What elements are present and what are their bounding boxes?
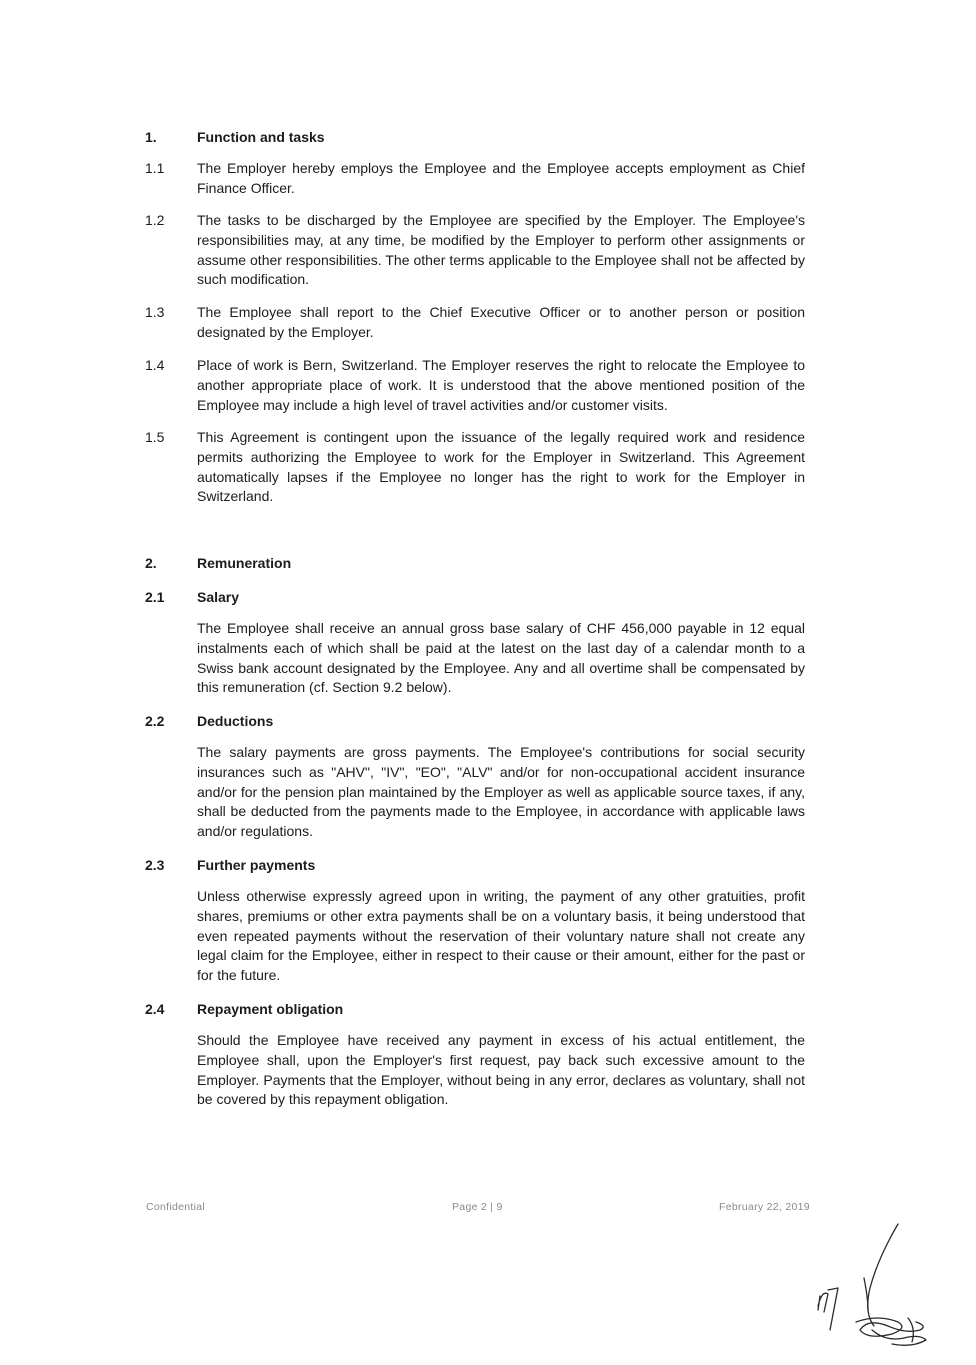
clause-number: 1.5 (145, 429, 165, 445)
footer-date: February 22, 2019 (719, 1201, 810, 1213)
clause-number: 1.1 (145, 160, 165, 176)
subsection-text: Should the Employee have received any payment in excess of his actual entitlement, the Employee shall, upon the Employer's first request, pay back such excessive amount to the Employer. Payments that the Employer, without being in any error, declares as voluntary, shall not be covered by this repayment obligation. (197, 1032, 805, 1108)
clause-text: Place of work is Bern, Switzerland. The Employer reserves the right to relocate the Employee to another appropriate place of work. It is understood that the above mentioned position of the Employee may include a high level of travel activities and/or customer visits. (197, 357, 805, 413)
section-heading (145, 553, 805, 573)
clause-number: 1.3 (145, 304, 165, 320)
subsection-title: Salary (197, 589, 240, 605)
footer-confidential: Confidential (146, 1201, 206, 1213)
subsection-title: Further payments (197, 857, 316, 873)
clause (145, 356, 805, 415)
subsection-title: Deductions (197, 713, 274, 729)
subsection-text: The salary payments are gross payments. The Employee's contributions for social security insurances such as "AHV", "IV", "EO", "ALV" and/or for non-occupational accident insurance and/or for the pension plan maintained by the Employer as well as applicable source taxes, if any, shall be deducted from the payments made to the Employee, in accordance with applicable laws and/or regulations. (197, 744, 805, 840)
clause-text: The tasks to be discharged by the Employee are specified by the Employer. The Employee's responsibilities may, at any time, be modified by the Employer to perform other assignments or assume other responsibilities. The other terms applicable to the Employee shall not be affected by such modification. (197, 212, 805, 288)
subsection-number: 2.3 (145, 857, 165, 873)
subsection-heading (145, 855, 805, 875)
section-number: 1. (145, 129, 157, 145)
section-title: Function and tasks (197, 129, 325, 145)
clause-number: 1.4 (145, 357, 165, 373)
clause-number: 1.2 (145, 212, 165, 228)
subsection-text: The Employee shall receive an annual gross base salary of CHF 456,000 payable in 12 equal instalments each of which shall be paid at the latest on the last day of a calendar month to a Swiss bank account designated by the Employee. Any and all overtime shall be compensated by this remuneration (cf. Section 9.2 below). (197, 620, 805, 696)
clause-text: The Employee shall report to the Chief Executive Officer or to another person or position designated by the Employer. (197, 304, 805, 340)
subsection-text: Unless otherwise expressly agreed upon in writing, the payment of any other gratuities, profit shares, premiums or other extra payments shall be on a voluntary basis, it being understood that even repeated payments without the reservation of their voluntary nature shall not create any legal claim for the Employee, either in respect to their cause or their amount, either for the past or for the future. (197, 888, 805, 984)
subsection-number: 2.2 (145, 713, 165, 729)
section-heading (145, 127, 805, 147)
clause-text: This Agreement is contingent upon the issuance of the legally required work and residence permits authorizing the Employee to work for the Employer in Switzerland. This Agreement automatically lapses if the Employee no longer has the right to work for the Employer in Switzerland. (197, 429, 805, 505)
footer-page-number: Page 2 | 9 (452, 1201, 503, 1213)
clause (145, 159, 805, 199)
handwritten-signature (808, 1218, 938, 1358)
clause (145, 211, 805, 290)
clause-text: The Employer hereby employs the Employee and the Employee accepts employment as Chief Finance Officer. (197, 160, 805, 196)
clause (145, 303, 805, 343)
subsection-number: 2.1 (145, 589, 165, 605)
subsection-heading (145, 711, 805, 731)
subsection-heading (145, 587, 805, 607)
section-number: 2. (145, 555, 157, 571)
subsection-title: Repayment obligation (197, 1001, 344, 1017)
subsection-heading (145, 999, 805, 1019)
clause (145, 428, 805, 507)
section-title: Remuneration (197, 555, 292, 571)
subsection-number: 2.4 (145, 1001, 165, 1017)
